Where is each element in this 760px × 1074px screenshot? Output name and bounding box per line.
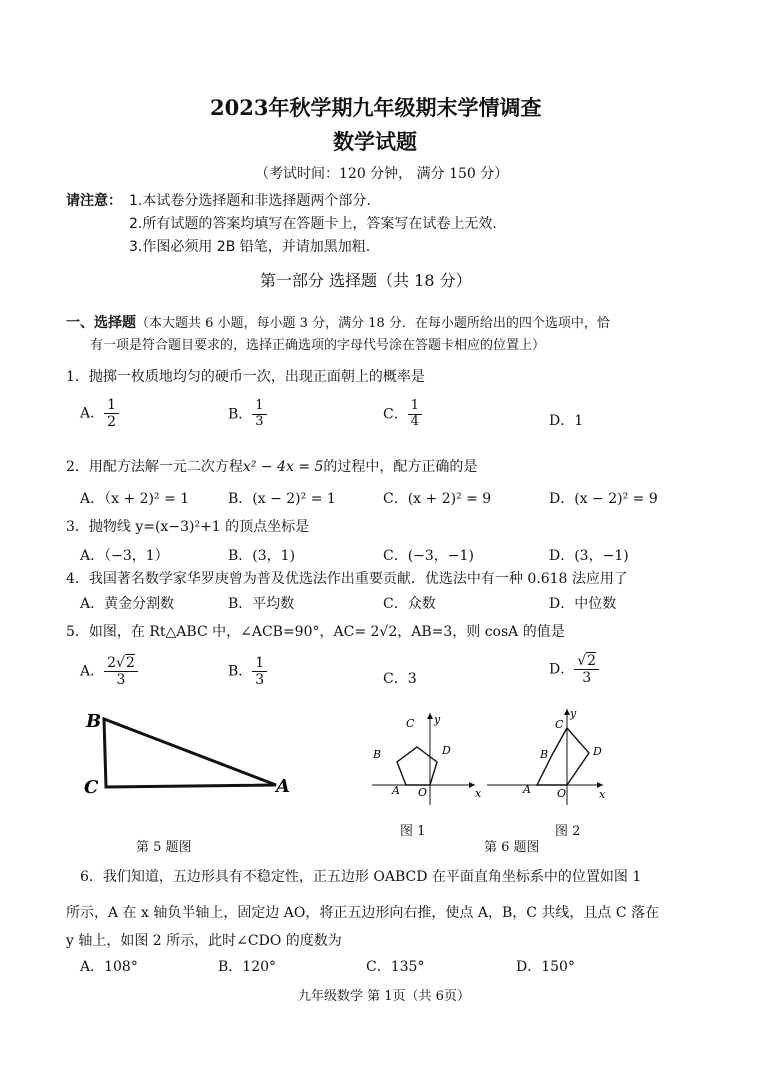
fig2-label-x: x [599, 788, 606, 801]
fig5-label-a: A [276, 776, 290, 797]
q4-option-d: D．中位数 [549, 596, 617, 612]
part1-title: 第一部分 选择题（共 18 分） [260, 271, 472, 290]
q5-option-c: C．3 [383, 671, 417, 687]
section1-desc-2: 有一项是符合题目要求的，选择正确选项的字母代号涂在答题卡相应的位置上） [90, 338, 546, 353]
notice-label: 请注意： [66, 193, 122, 209]
q3-option-b: B．(3，1) [228, 548, 296, 564]
q6-option-c: C．135° [366, 959, 425, 975]
page-footer: 九年级数学 第 1页（共 6页） [298, 989, 470, 1004]
q2-option-c: C．(x + 2)² = 9 [383, 491, 492, 507]
fig5-triangle [80, 705, 300, 805]
q3-option-d: D．(3，−1) [549, 548, 629, 564]
q5-option-d: D． $\frac{√2}{3}$ [549, 653, 599, 686]
q6-option-b: B．120° [218, 959, 277, 975]
fig2-label-d: D [593, 745, 602, 758]
fig1-label-o: O [418, 786, 428, 799]
fig2-label-o: O [557, 787, 567, 800]
section1-header [66, 312, 610, 332]
q2-option-b: B．(x − 2)² = 1 [228, 491, 336, 507]
fig1-label-d: D [442, 744, 451, 757]
fig1-pentagon [370, 705, 485, 810]
q5-option-a: A． $\frac{2√2}{3}$ [80, 655, 138, 688]
fig1-label-x: x [475, 787, 482, 800]
q5-stem: 5．如图，在 Rt△ABC 中，∠ACB=90°，AC= 2√2，AB=3，则 cosA 的值是 [66, 624, 565, 640]
q3-stem: 3．抛物线 y=(x−3)²+1 的顶点坐标是 [66, 519, 310, 535]
exam-info: （考试时间：120 分钟， 满分 150 分） [255, 166, 509, 182]
q6-line-1: 6．我们知道，五边形具有不稳定性，正五边形 OABCD 在平面直角坐标系中的位置如图 1 [80, 869, 642, 885]
fig5-label-b: B [86, 711, 102, 732]
q4-stem: 4．我国著名数学家华罗庚曾为普及优选法作出重要贡献．优选法中有一种 0.618 法应用了 [66, 571, 628, 587]
fig1-label-a: A [392, 784, 400, 797]
fig1-label-c: C [406, 717, 415, 730]
q2-option-a: A．（x + 2)² = 1 [80, 491, 190, 507]
q4-option-a: A．黄金分割数 [80, 596, 175, 612]
exam-subtitle: 数学试题 [333, 129, 417, 154]
q1-option-d: D．1 [549, 413, 584, 429]
q6-line-3: y 轴上，如图 2 所示，此时∠CDO 的度数为 [66, 933, 342, 949]
q2-option-d: D．(x − 2)² = 9 [549, 491, 658, 507]
q5-option-b: B． $\frac{1}{3}$ [228, 655, 267, 688]
fig1-pentagon-shape [397, 747, 437, 785]
q4-option-b: B．平均数 [228, 596, 295, 612]
q1-option-b: B． $\frac{1}{3}$ [228, 399, 267, 430]
notice-item-2: 2.所有试题的答案均填写在答题卡上，答案写在试卷上无效. [129, 216, 497, 232]
triangle-shape [104, 719, 276, 787]
fig2-label-y: y [570, 707, 577, 720]
q2-stem: 2．用配方法解一元二次方程x² − 4x = 5的过程中，配方正确的是 [66, 459, 478, 475]
fig1-label-b: B [373, 748, 382, 761]
fig2-label-b: B [540, 748, 549, 761]
exam-title: 2023年秋学期九年级期末学情调查 [210, 95, 542, 120]
fig5-label-c: C [84, 777, 99, 798]
section1-desc-1: （本大题共 6 小题，每小题 3 分，满分 18 分．在每小题所给出的四个选项中，恰 [136, 316, 610, 331]
q1-option-a: A． $\frac{1}{2}$ [80, 397, 119, 430]
fig6-caption: 第 6 题图 [484, 840, 540, 855]
q1-option-c: C． $\frac{1}{4}$ [383, 399, 422, 430]
q6-line-2: 所示，A 在 x 轴负半轴上，固定边 AO，将正五边形向右推，使点 A，B，C 共线，且点 C 落在 [66, 905, 660, 921]
notice-item-3: 3.作图必须用 2B 铅笔，并请加黑加粗. [129, 239, 371, 255]
fig2-label-a: A [523, 783, 531, 796]
q3-option-a: A．（−3，1） [80, 548, 169, 564]
q1-stem: 1．抛掷一枚质地均匀的硬币一次，出现正面朝上的概率是 [66, 369, 425, 385]
q3-option-c: C．(−3，−1) [383, 548, 474, 564]
fig1-y-arrow [427, 713, 433, 719]
q2-equation: x² − 4x = 5 [242, 459, 324, 475]
fig1-caption: 图 1 [400, 824, 426, 839]
fig1-label-y: y [434, 713, 441, 726]
q6-option-a: A．108° [80, 959, 138, 975]
notice-item-1: 1.本试卷分选择题和非选择题两个部分. [129, 193, 371, 209]
q4-option-c: C．众数 [383, 596, 436, 612]
q6-option-d: D．150° [516, 959, 575, 975]
fig2-caption: 图 2 [555, 824, 581, 839]
fig2-label-c: C [555, 718, 564, 731]
fig2-pentagon [485, 703, 610, 810]
section1-label: 一、选择题 [66, 315, 136, 331]
fig5-caption: 第 5 题图 [136, 840, 192, 855]
